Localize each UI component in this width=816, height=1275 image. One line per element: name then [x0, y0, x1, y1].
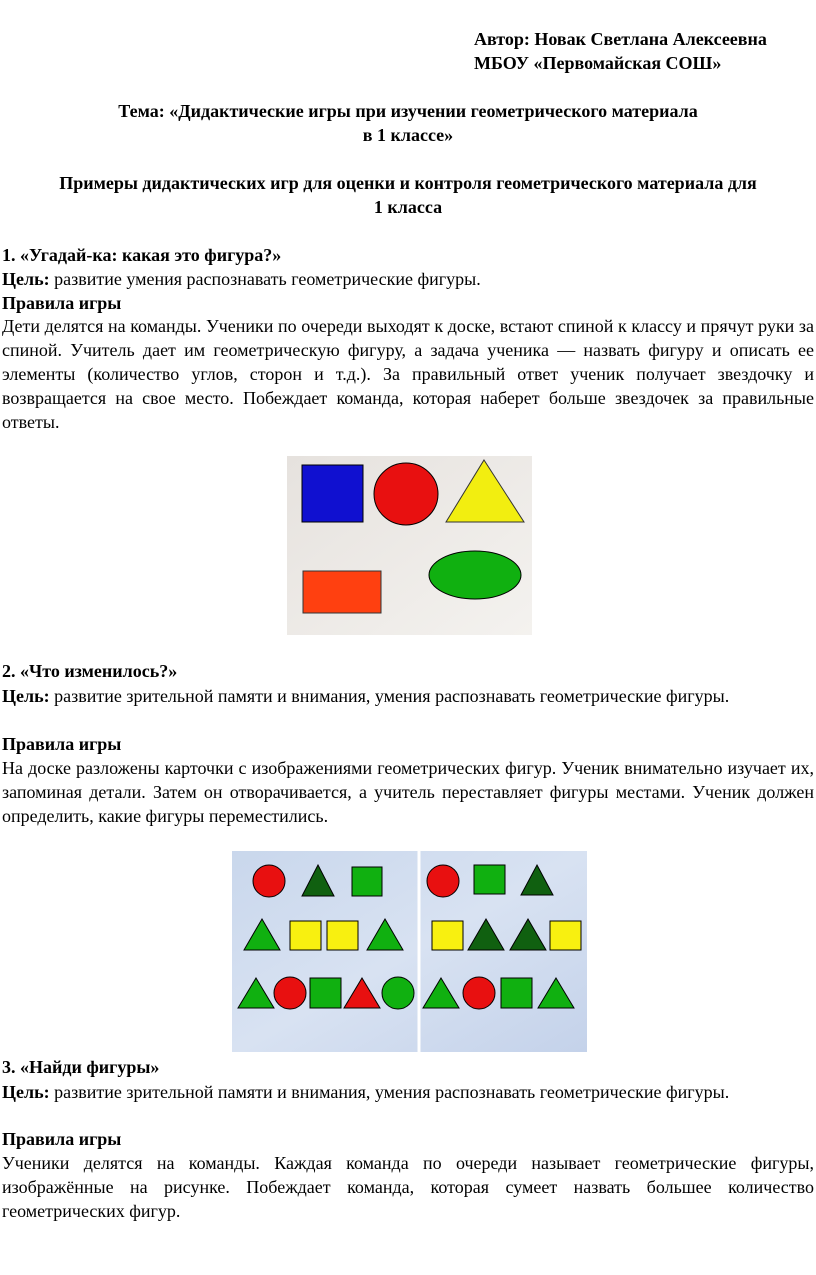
game-3-goal-label: Цель: [2, 1082, 50, 1102]
blue-square [302, 465, 363, 522]
green-square [474, 865, 505, 894]
yellow-square [290, 921, 321, 950]
topic-line-1: Тема: «Дидактические игры при изучении геометрического материала [118, 101, 698, 121]
game-1-rules-label: Правила игры [2, 293, 122, 313]
subtitle-line-1: Примеры дидактических игр для оценки и контроля геометрического материала для [59, 173, 757, 193]
orange-rectangle [303, 571, 381, 613]
game-1-goal-label: Цель: [2, 269, 50, 289]
green-oval [429, 551, 521, 599]
game-2-goal-label: Цель: [2, 686, 50, 706]
topic-line-2: в 1 классе» [362, 125, 454, 145]
game-3-title: 3. «Найди фигуры» [2, 1057, 160, 1077]
game-1-rules-text: Дети делятся на команды. Ученики по очереди выходят к доске, встают спиной к классу и прячут руки за спиной. Учитель дает им геометрическую фигуру, а задача ученика — назвать фигуру и описать ее элементы (количество углов, сторон и т.д.). За правильный ответ ученик получает звездочку и возвращается на свое место. Побеждает команда, которая наберет больше звездочек за правильные ответы. [2, 316, 814, 432]
yellow-square [327, 921, 358, 950]
game-2-goal [2, 684, 814, 708]
yellow-square [432, 921, 463, 950]
yellow-square [550, 921, 581, 950]
game-2-rules-text: На доске разложены карточки с изображениями геометрических фигур. Ученик внимательно изучает их, запоминая детали. Затем он отворачивается, а учитель переставляет фигуры местами. Ученик должен определить, какие фигуры переместились. [2, 758, 814, 826]
red-circle [253, 865, 285, 897]
red-circle [374, 463, 438, 525]
red-circle [463, 977, 495, 1009]
author-line: Автор: Новак Светлана Алексеевна [474, 29, 767, 49]
game-1-goal-text: развитие умения распознавать геометрические фигуры. [49, 269, 481, 289]
green-square [352, 867, 382, 896]
game-3-goal [2, 1080, 814, 1104]
game-3-rules-text: Ученики делятся на команды. Каждая команда по очереди называет геометрические фигуры, изображённые на рисунке. Побеждает команда, которая сумеет назвать большее количество геометрических фигур. [2, 1153, 814, 1221]
game-1-goal [2, 268, 481, 290]
red-circle [274, 977, 306, 1009]
red-circle [427, 865, 459, 897]
shapes-picture-1 [287, 456, 532, 635]
green-square [310, 978, 341, 1008]
game-2-rules-label: Правила игры [2, 734, 122, 754]
subtitle-line-2: 1 класса [373, 197, 443, 217]
game-3-rules-label: Правила игры [2, 1129, 122, 1149]
shapes-picture-2 [232, 851, 587, 1052]
school-line: МБОУ «Первомайская СОШ» [474, 53, 722, 73]
game-3-goal-text: развитие зрительной памяти и внимания, умения распознавать геометрические фигуры. [49, 1082, 730, 1102]
green-square [501, 978, 532, 1008]
green-circle [382, 977, 414, 1009]
game-2-title: 2. «Что изменилось?» [2, 661, 178, 681]
game-1-title: 1. «Угадай-ка: какая это фигура?» [2, 245, 282, 265]
game-2-goal-text: развитие зрительной памяти и внимания, умения распознавать геометрические фигуры. [49, 686, 730, 706]
